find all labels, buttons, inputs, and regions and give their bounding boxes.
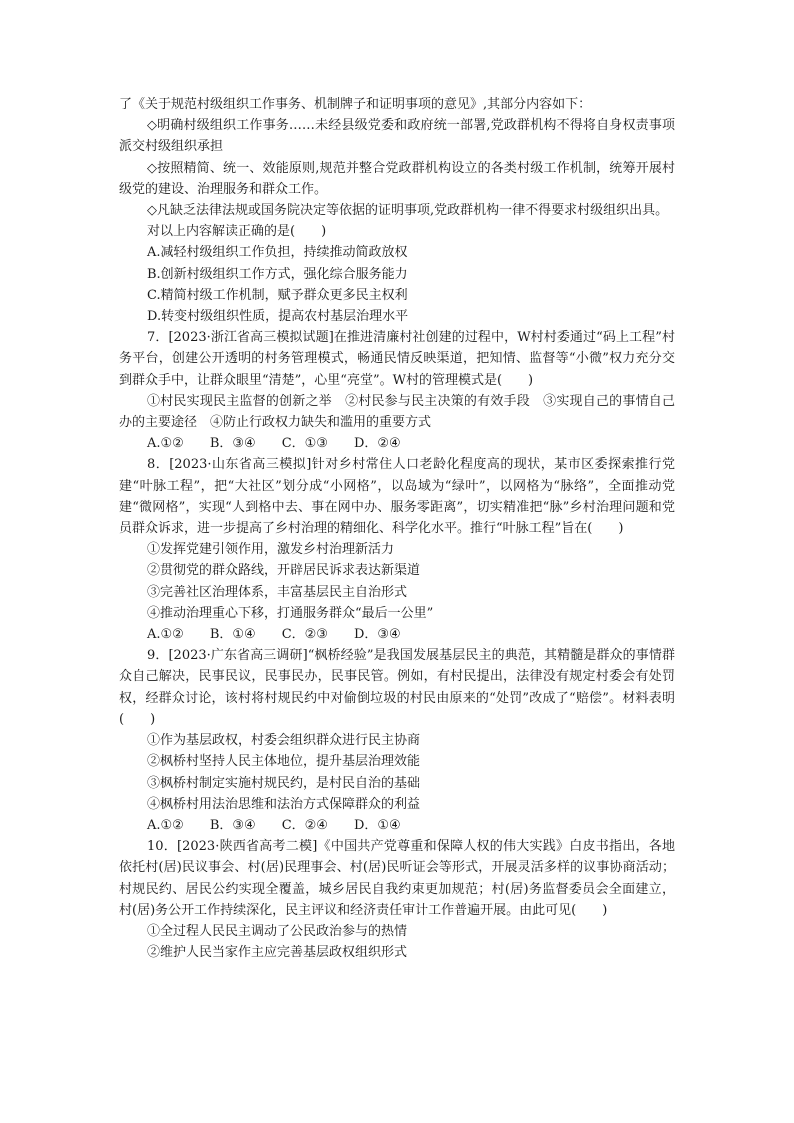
q7-choices[interactable]: A.①② B．③④ C．①③ D．②④ — [147, 436, 401, 452]
q6-point-1: ◇明确村级组织工作事务……未经县级党委和政府统一部署,党政群机构不得将自身权责事项派交村级组织承担 — [119, 118, 675, 155]
q9-item-3: ③枫桥村制定实施村规民约，是村民自治的基础 — [147, 775, 421, 791]
q6-stem: 对以上内容解读正确的是( ) — [147, 224, 327, 240]
q9-stem: 9．[2023·广东省高三调研]“枫桥经验”是我国发展基层民主的典范，其精髓是群众的事情群众自己解决，民事民议，民事民办，民事民管。例如，有村民提出，法律没有规定村委会有处罚权，经群众讨论，该村将村规民约中对偷倒垃圾的村民由原来的“处罚”改成了“赔偿”。材料表明( ) — [119, 648, 675, 727]
q9-item-4: ④枫桥村用法治思维和法治方式保障群众的利益 — [147, 796, 421, 812]
q8-item-2: ②贯彻党的群众路线，开辟居民诉求表达新渠道 — [147, 563, 421, 579]
q7-stem: 7．[2023·浙江省高三模拟试题]在推进清廉村社创建的过程中，W村村委通过“码上工程”村务平台，创建公开透明的村务管理模式，畅通民情反映渠道，把知情、监督等“小微”权力充分交到群众手中，让群众眼里“清楚”，心里“亮堂”。W村的管理模式是( ) — [119, 330, 675, 388]
exam-page — [119, 94, 675, 963]
q10-item-1: ①全过程人民民主调动了公民政治参与的热情 — [147, 923, 408, 939]
q6-option-b[interactable]: B.创新村级组织工作方式，强化综合服务能力 — [147, 266, 408, 282]
q6-option-c[interactable]: C.精简村级工作机制，赋予群众更多民主权利 — [147, 287, 408, 303]
q8-item-4: ④推动治理重心下移，打通服务群众“最后一公里” — [147, 605, 434, 621]
q8-item-1: ①发挥党建引领作用，激发乡村治理新活力 — [147, 542, 395, 558]
intro-line: 了《关于规范村级组织工作事务、机制牌子和证明事项的意见》,其部分内容如下： — [119, 97, 592, 112]
q8-choices[interactable]: A.①② B．①④ C．②③ D．③④ — [147, 627, 401, 643]
q6-option-a[interactable]: A.减轻村级组织工作负担，持续推动简政放权 — [147, 245, 408, 261]
q9-choices[interactable]: A.①② B．③④ C．②④ D．①④ — [147, 817, 401, 833]
q6-option-d[interactable]: D.转变村级组织性质，提高农村基层治理水平 — [147, 309, 409, 325]
q9-item-2: ②枫桥村坚持人民主体地位，提升基层治理效能 — [147, 754, 421, 770]
q6-point-2: ◇按照精简、统一、效能原则,规范并整合党政群机构设立的各类村级工作机制，统筹开展村级党的建设、治理服务和群众工作。 — [119, 160, 675, 197]
q7-items: ①村民实现民主监督的创新之举 ②村民参与民主决策的有效手段 ③实现自己的事情自己办的主要途径 ④防止行政权力缺失和滥用的重要方式 — [119, 393, 675, 431]
q8-item-3: ③完善社区治理体系，丰富基层民主自治形式 — [147, 584, 408, 600]
q9-item-1: ①作为基层政权，村委会组织群众进行民主协商 — [147, 733, 421, 749]
q10-item-2: ②维护人民当家作主应完善基层政权组织形式 — [147, 945, 408, 961]
q8-stem: 8．[2023·山东省高三模拟]针对乡村常住人口老龄化程度高的现状，某市区委探索推行党建“叶脉工程”，把“大社区”划分成“小网格”，以岛域为“绿叶”，以网格为“脉络”，全面推动党建“微网格”，实现“人到格中去、事在网中办、服务零距离”，切实精准把“脉”乡村治理问题和党员群众诉求，进一步提高了乡村治理的精细化、科学化水平。推行“叶脉工程”旨在( ) — [119, 457, 675, 537]
q6-point-3: ◇凡缺乏法律法规或国务院决定等依据的证明事项,党政群机构一律不得要求村级组织出具。 — [147, 203, 669, 219]
q10-stem: 10．[2023·陕西省高考二模]《中国共产党尊重和保障人权的伟大实践》白皮书指出，各地依托村(居)民议事会、村(居)民理事会、村(居)民听证会等形式，开展灵活多样的议事协商活动；村规民约、居民公约实现全覆盖，城乡居民自我约束更加规范；村(居)务监督委员会全面建立，村(居)务公开工作持续深化，民主评议和经济责任审计工作普遍开展。由此可见( ) — [119, 839, 675, 918]
